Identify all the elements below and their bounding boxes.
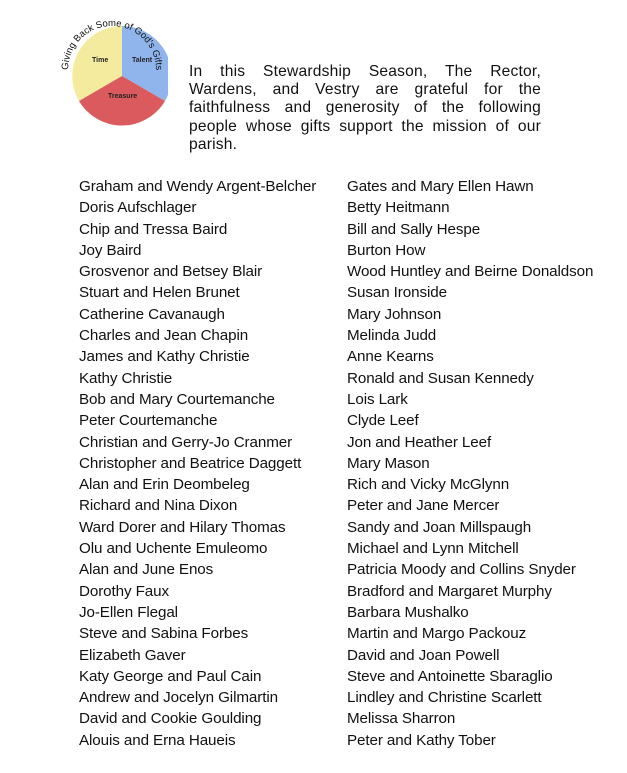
donor-name: Ward Dorer and Hilary Thomas: [79, 518, 286, 536]
donor-name: Rich and Vicky McGlynn: [347, 476, 510, 494]
donor-name: Alan and June Enos: [79, 561, 214, 579]
donor-name: Ronald and Susan Kennedy: [347, 369, 534, 387]
donor-name: Katy George and Paul Cain: [79, 667, 262, 685]
donor-name: Clyde Leef: [347, 412, 419, 430]
donor-name: Patricia Moody and Collins Snyder: [347, 561, 576, 579]
donor-name: David and Cookie Goulding: [79, 710, 262, 728]
donor-name: Melinda Judd: [347, 327, 437, 345]
donor-name: Mary Johnson: [347, 305, 442, 323]
donor-name: Peter and Jane Mercer: [347, 497, 500, 515]
donor-name: Wood Huntley and Beirne Donaldson: [347, 263, 594, 281]
donor-name: Steve and Antoinette Sbaraglio: [347, 667, 553, 685]
donor-name: Alan and Erin Deombeleg: [79, 476, 250, 494]
donor-name: Olu and Uchente Emuleomo: [79, 540, 268, 558]
donor-name: Alouis and Erna Haueis: [79, 731, 236, 749]
donor-name: Peter and Kathy Tober: [347, 731, 496, 749]
intro-paragraph: In this Stewardship Season, The Rector, Wardens, and Vestry are grateful for the faithfulness and generosity of the following people whose gifts support the mission of our parish.: [189, 63, 541, 153]
talent-label: Talent: [132, 57, 153, 64]
donor-name: Elizabeth Gaver: [79, 646, 186, 664]
donor-name: Martin and Margo Packouz: [347, 625, 527, 643]
donor-name: Richard and Nina Dixon: [79, 497, 238, 515]
donor-name: Bill and Sally Hespe: [347, 220, 481, 238]
donor-name: David and Joan Powell: [347, 646, 500, 664]
donor-name: Burton How: [347, 241, 426, 259]
treasure-label: Treasure: [108, 93, 138, 100]
donor-name: Melissa Sharron: [347, 710, 456, 728]
donor-name: Christopher and Beatrice Daggett: [79, 454, 302, 472]
donor-name: Catherine Cavanaugh: [79, 305, 225, 323]
donor-name: Charles and Jean Chapin: [79, 327, 249, 345]
donor-name: Stuart and Helen Brunet: [79, 284, 240, 302]
donor-name: Christian and Gerry-Jo Cranmer: [79, 433, 293, 451]
donor-name: Andrew and Jocelyn Gilmartin: [79, 689, 278, 707]
donor-name: Betty Heitmann: [347, 199, 450, 217]
donor-name: Bob and Mary Courtemanche: [79, 390, 275, 408]
time-label: Time: [92, 57, 109, 64]
donor-name: Dorothy Faux: [79, 582, 169, 600]
donor-list-right: [347, 176, 619, 751]
donor-name: Peter Courtemanche: [79, 412, 218, 430]
donor-name: Jon and Heather Leef: [347, 433, 492, 451]
donor-name: Anne Kearns: [347, 348, 434, 366]
stewardship-logo: [52, 10, 168, 126]
donor-name: Michael and Lynn Mitchell: [347, 540, 519, 558]
donor-name: Doris Aufschlager: [79, 199, 197, 217]
donor-name: Graham and Wendy Argent-Belcher: [79, 178, 317, 195]
donor-name: James and Kathy Christie: [79, 348, 250, 366]
donor-name: Lois Lark: [347, 390, 408, 408]
donor-list-left: [79, 176, 341, 751]
logo-arc-text: Giving Back Some of God's Gifts: [59, 17, 165, 71]
donor-name: Gates and Mary Ellen Hawn: [347, 178, 534, 195]
donor-name: Chip and Tressa Baird: [79, 220, 228, 238]
donor-name: Jo-Ellen Flegal: [79, 603, 178, 621]
donor-name: Sandy and Joan Millspaugh: [347, 518, 532, 536]
donor-name: Grosvenor and Betsey Blair: [79, 263, 263, 281]
donor-name: Lindley and Christine Scarlett: [347, 689, 542, 707]
donor-name: Kathy Christie: [79, 369, 173, 387]
donor-name: Bradford and Margaret Murphy: [347, 582, 552, 600]
donor-name: Joy Baird: [79, 241, 142, 259]
donor-name: Steve and Sabina Forbes: [79, 625, 249, 643]
donor-name: Susan Ironside: [347, 284, 447, 302]
donor-name: Barbara Mushalko: [347, 603, 469, 621]
donor-name: Mary Mason: [347, 454, 430, 472]
